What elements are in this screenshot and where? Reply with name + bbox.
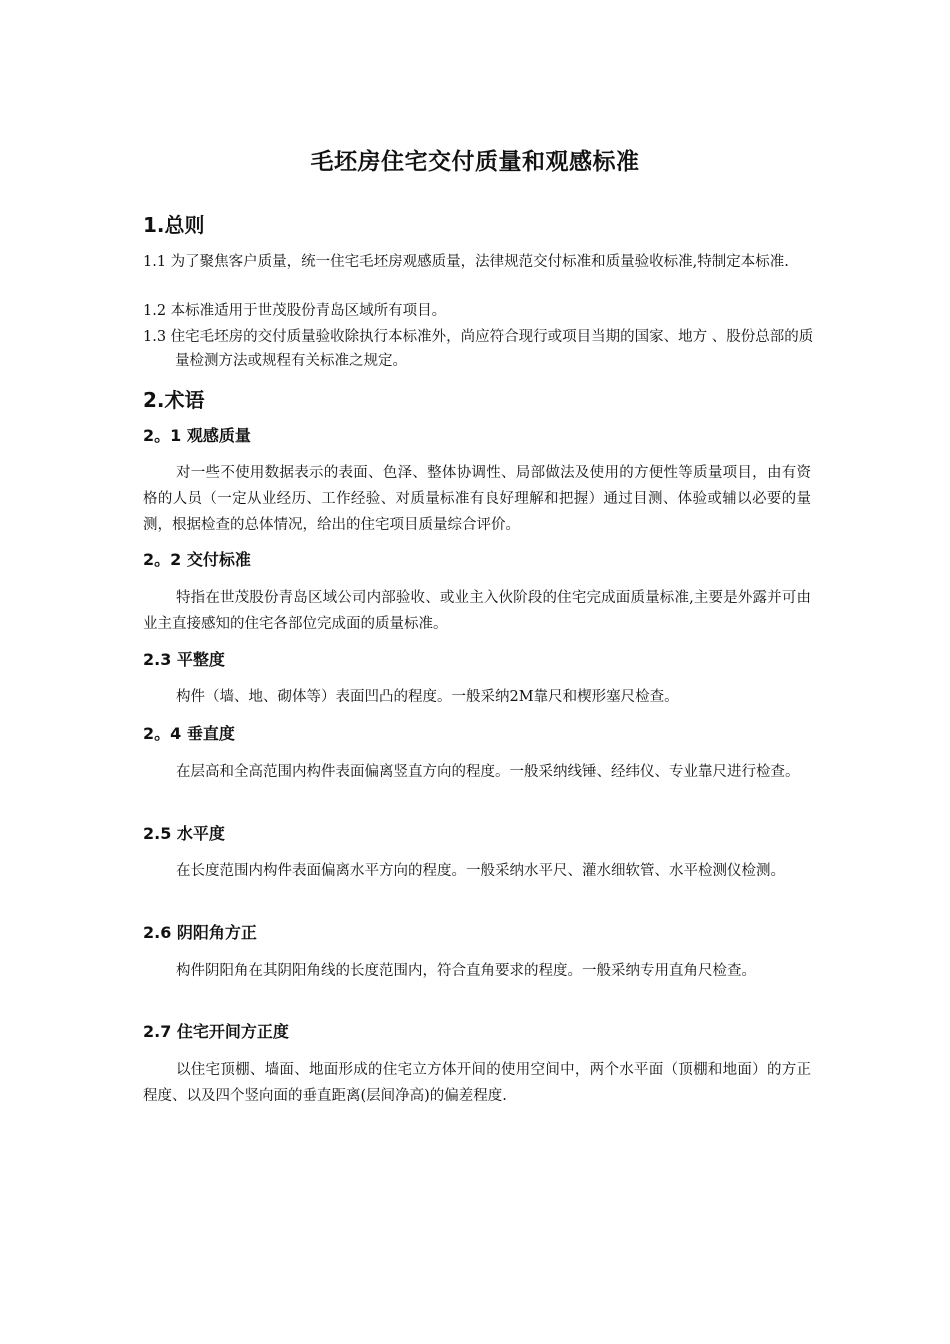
term-2-5-heading: 2.5 水平度: [143, 824, 225, 843]
document-title: 毛坯房住宅交付质量和观感标准: [310, 149, 640, 175]
term-2-6-heading: 2.6 阴阳角方正: [143, 923, 257, 942]
clause-1-1: 1.1 为了聚焦客户质量，统一住宅毛坯房观感质量，法律规范交付标准和质量验收标准,特制定本标准.: [143, 254, 789, 270]
section-2-heading: 2.术语: [143, 388, 205, 412]
term-2-2-text: 特指在世茂股份青岛区域公司内部验收、或业主入伙阶段的住宅完成面质量标准,主要是外露并可由业主直接感知的住宅各部位完成面的质量标准。: [143, 590, 811, 632]
term-2-7-heading: 2.7 住宅开间方正度: [143, 1022, 289, 1041]
term-2-7-text: 以住宅顶棚、墙面、地面形成的住宅立方体开间的使用空间中，两个水平面（顶棚和地面）的方正程度、以及四个竖向面的垂直距离(层间净高)的偏差程度.: [143, 1062, 811, 1104]
term-2-5-text: 在长度范围内构件表面偏离水平方向的程度。一般采纳水平尺、灌水细软管、水平检测仪检测。: [176, 863, 785, 879]
term-2-2-heading: 2。2 交付标准: [143, 550, 251, 569]
section-1-heading: 1.总则: [143, 213, 205, 237]
term-2-4-heading: 2。4 垂直度: [143, 724, 235, 743]
term-2-1-heading: 2。1 观感质量: [143, 426, 251, 445]
clause-1-2: 1.2 本标准适用于世茂股份青岛区域所有项目。: [143, 303, 447, 319]
term-2-3-heading: 2.3 平整度: [143, 650, 225, 669]
term-2-6-text: 构件阴阳角在其阴阳角线的长度范围内，符合直角要求的程度。一般采纳专用直角尺检查。: [176, 963, 756, 979]
term-2-4-text: 在层高和全高范围内构件表面偏离竖直方向的程度。一般采纳线锤、经纬仪、专业靠尺进行检查。: [176, 764, 800, 780]
term-2-3-text: 构件（墙、地、砌体等）表面凹凸的程度。一般采纳2M靠尺和楔形塞尺检查。: [176, 689, 679, 705]
clause-1-3: 1.3 住宅毛坯房的交付质量验收除执行本标准外，尚应符合现行或项目当期的国家、地方 、股份总部的质量检测方法或规程有关标准之规定。: [143, 329, 814, 369]
term-2-1-text: 对一些不使用数据表示的表面、色泽、整体协调性、局部做法及使用的方便性等质量项目，由有资格的人员（一定从业经历、工作经验、对质量标准有良好理解和把握）通过目测、体验或辅以必要的量测，根据检查的总体情况，给出的住宅项目质量综合评价。: [143, 465, 811, 533]
